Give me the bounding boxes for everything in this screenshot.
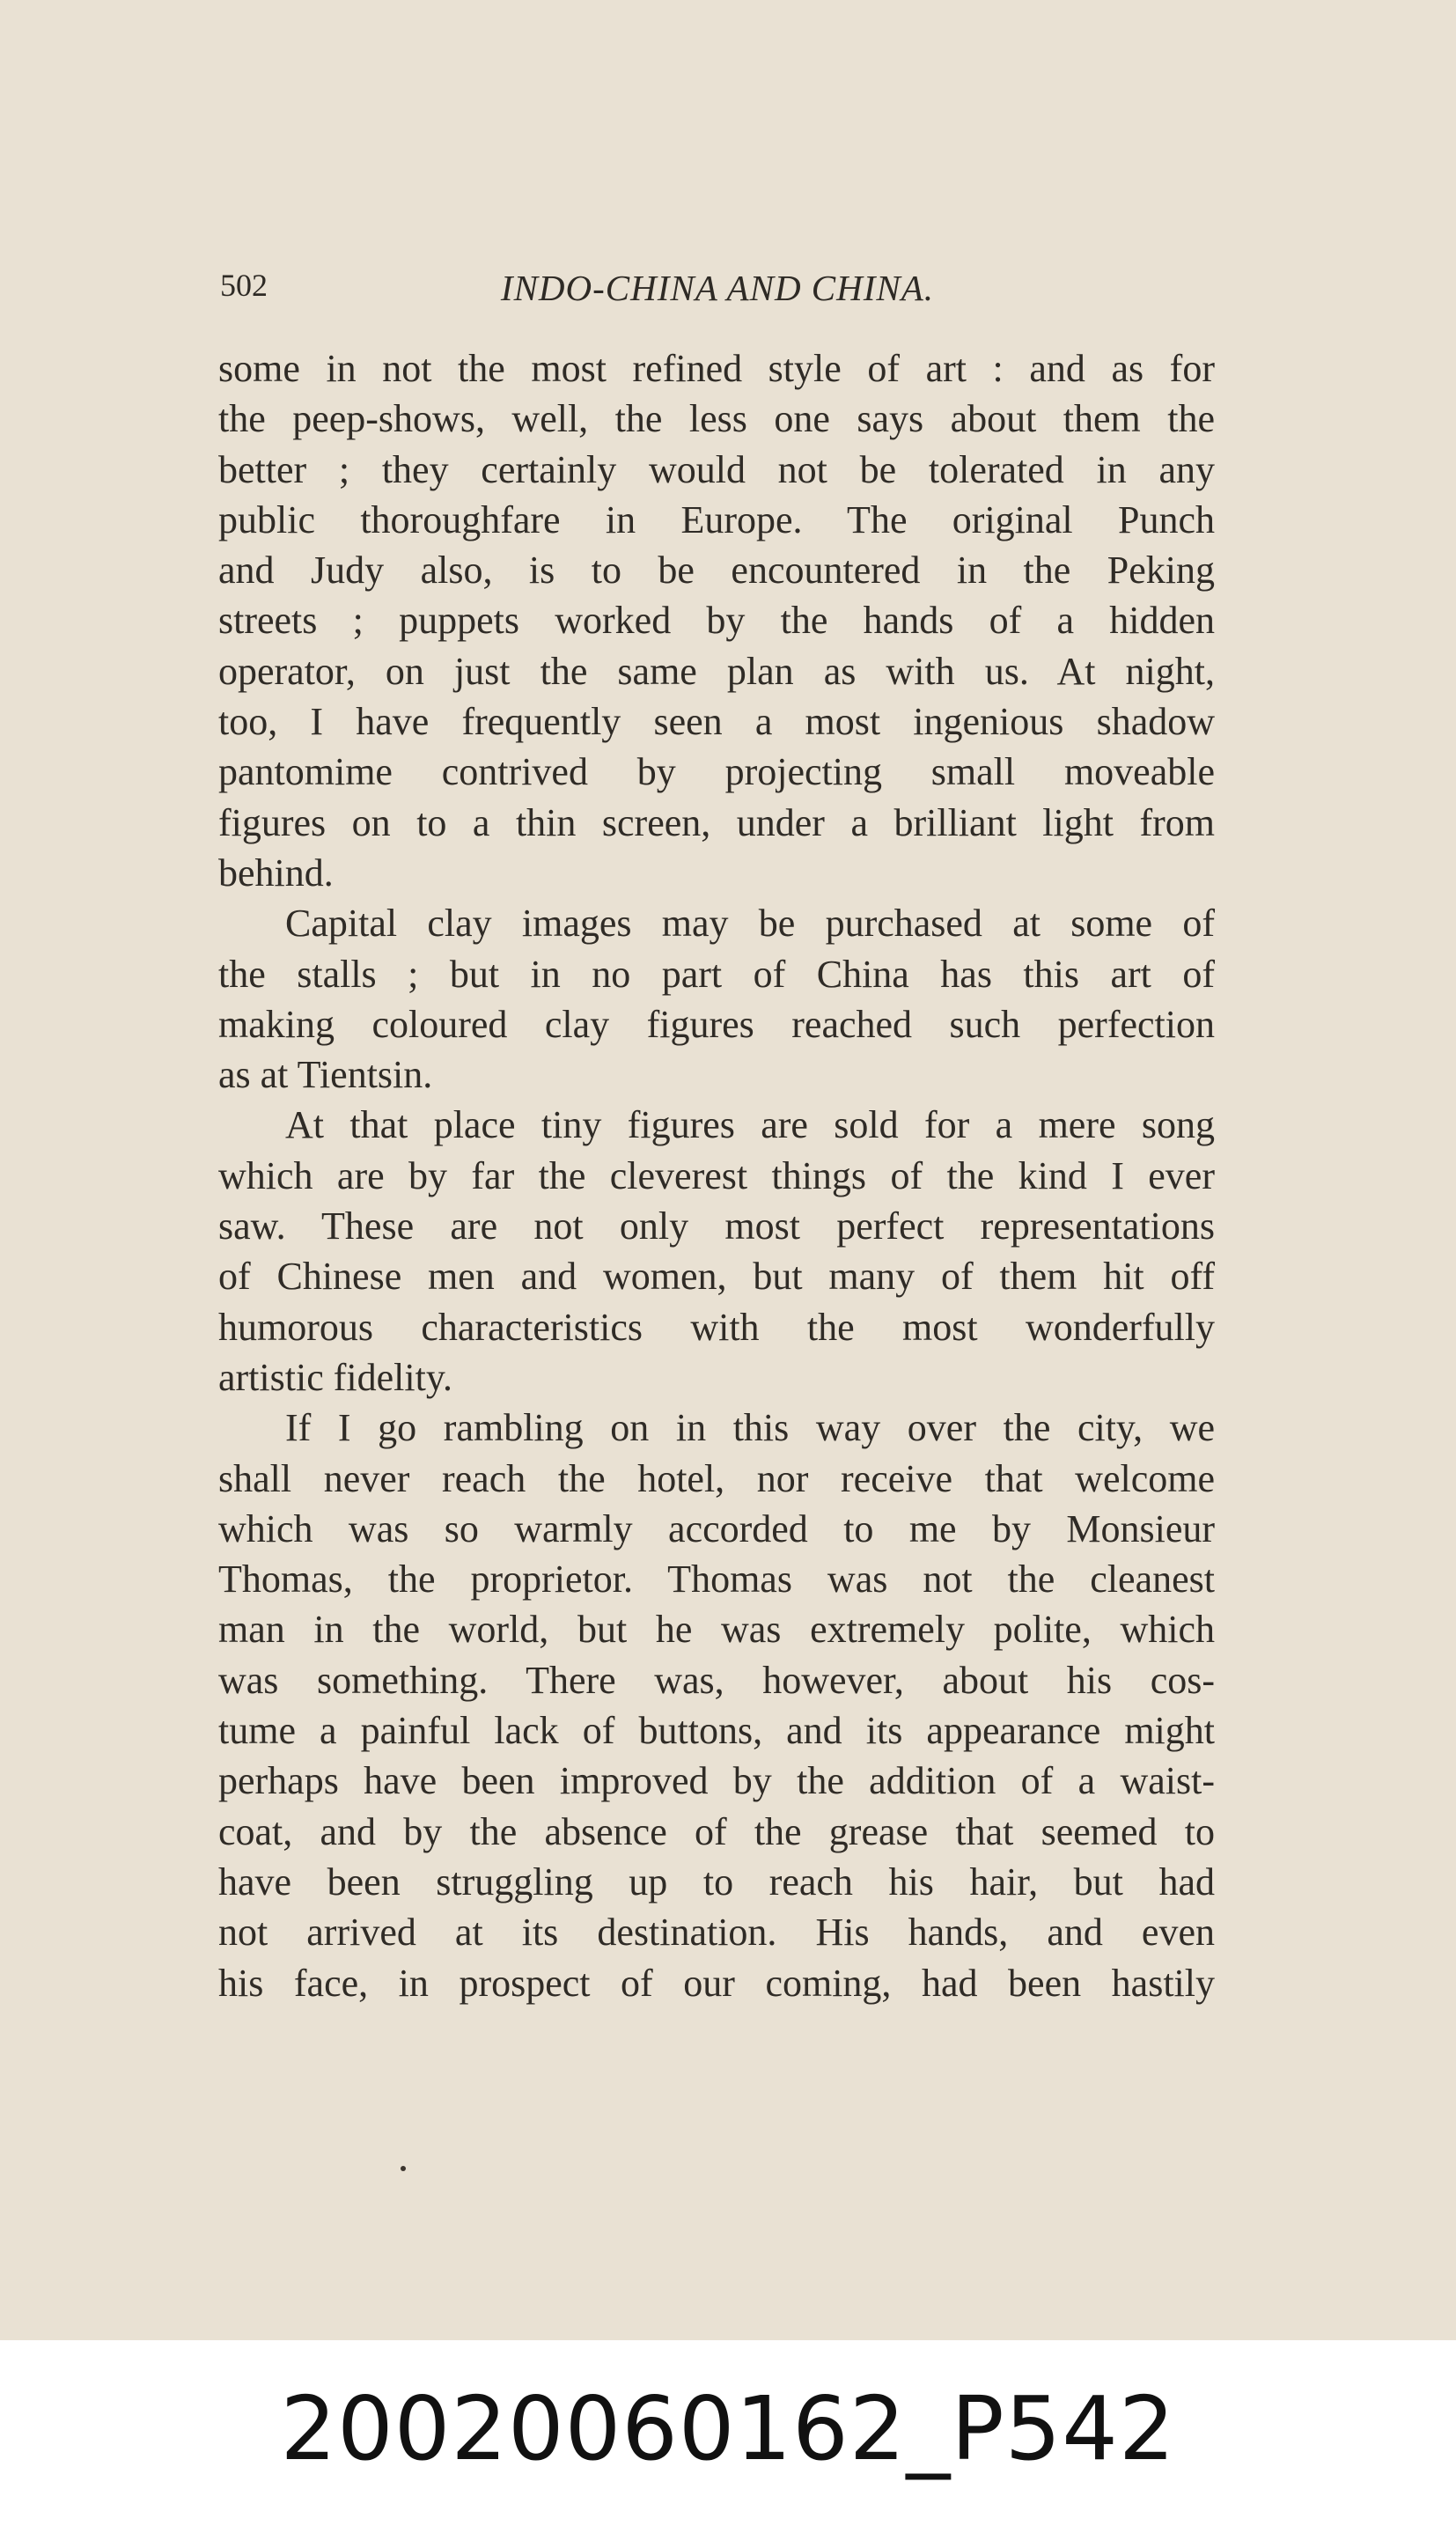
paragraph bbox=[218, 898, 1215, 1100]
text-line: If I go rambling on in this way over the city, we bbox=[285, 1406, 1215, 1450]
text-line: coat, and by the absence of the grease that seemed to bbox=[218, 1809, 1215, 1853]
text-line: which was so warmly accorded to me by Monsieur bbox=[218, 1506, 1215, 1550]
text-line: have been struggling up to reach his hair, but had bbox=[218, 1859, 1215, 1904]
text-line: At that place tiny figures are sold for a mere song bbox=[285, 1103, 1215, 1147]
text-line: streets ; puppets worked by the hands of a hidden bbox=[218, 599, 1215, 643]
text-line: the peep-shows, well, the less one says about them the bbox=[218, 397, 1215, 441]
running-head: INDO-CHINA AND CHINA. bbox=[500, 268, 935, 308]
text-line: artistic fidelity. bbox=[218, 1355, 452, 1399]
text-line: making coloured clay figures reached such perfection bbox=[218, 1002, 1215, 1046]
text-line: and Judy also, is to be encountered in the Peking bbox=[218, 549, 1215, 593]
ink-speck bbox=[401, 2166, 406, 2171]
text-line: behind. bbox=[218, 851, 334, 895]
text-line: figures on to a thin screen, under a brilliant light from bbox=[218, 800, 1215, 844]
text-line: which are by far the cleverest things of the kind I ever bbox=[218, 1153, 1215, 1197]
body-text bbox=[218, 343, 1215, 2008]
text-line: the stalls ; but in no part of China has this art of bbox=[218, 952, 1215, 996]
paragraph bbox=[218, 343, 1215, 898]
text-line: tume a painful lack of buttons, and its appearance might bbox=[218, 1709, 1215, 1753]
text-line: humorous characteristics with the most wonderfully bbox=[218, 1305, 1215, 1349]
paragraph bbox=[218, 1100, 1215, 1403]
text-line: too, I have frequently seen a most ingenious shadow bbox=[218, 700, 1215, 744]
text-line: was something. There was, however, about his cos- bbox=[218, 1658, 1215, 1702]
text-line: not arrived at its destination. His hands, and even bbox=[218, 1911, 1215, 1955]
text-line: man in the world, but he was extremely polite, which bbox=[218, 1608, 1215, 1652]
paragraph bbox=[218, 1403, 1215, 2008]
text-line: operator, on just the same plan as with us. At night, bbox=[218, 649, 1215, 693]
text-line: pantomime contrived by projecting small moveable bbox=[218, 750, 1215, 794]
page-header bbox=[220, 267, 1215, 309]
text-line: shall never reach the hotel, nor receive that welcome bbox=[218, 1456, 1215, 1500]
text-line: saw. These are not only most perfect representations bbox=[218, 1204, 1215, 1248]
text-line: of Chinese men and women, but many of them hit off bbox=[218, 1255, 1215, 1299]
text-line: public thoroughfare in Europe. The original Punch bbox=[218, 497, 1215, 541]
text-line: Capital clay images may be purchased at some of bbox=[285, 902, 1215, 946]
text-line: his face, in prospect of our coming, had been hastily bbox=[218, 1961, 1215, 2005]
image-id-caption: 20020060162_P542 bbox=[280, 2377, 1176, 2480]
page-number: 502 bbox=[220, 268, 268, 303]
text-line: better ; they certainly would not be tolerated in any bbox=[218, 447, 1215, 491]
text-line: Thomas, the proprietor. Thomas was not the cleanest bbox=[218, 1558, 1215, 1602]
text-line: as at Tientsin. bbox=[218, 1053, 433, 1097]
text-line: perhaps have been improved by the addition of a waist- bbox=[218, 1759, 1215, 1803]
text-line: some in not the most refined style of art : and as for bbox=[218, 347, 1215, 390]
